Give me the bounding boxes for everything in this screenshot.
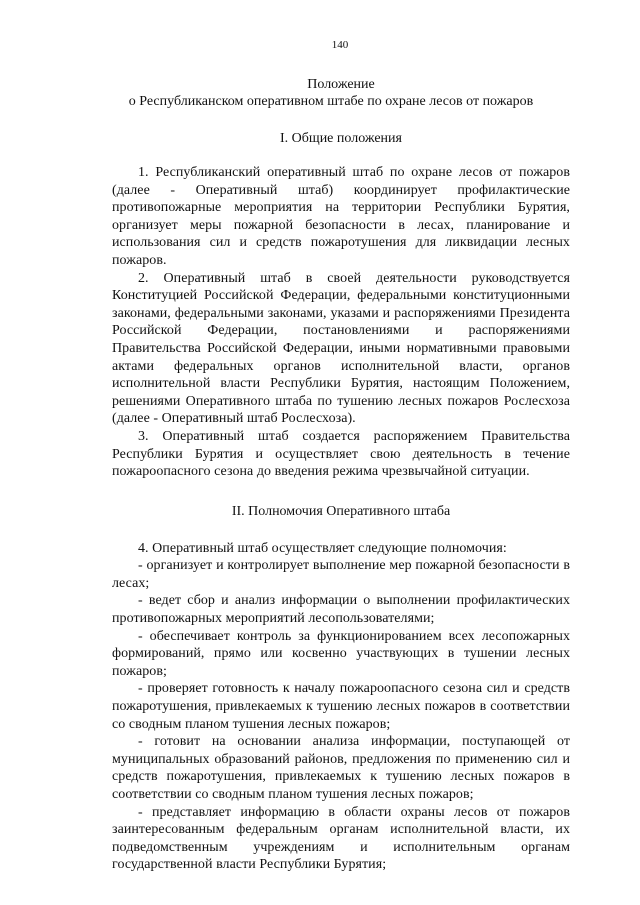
paragraph: 4. Оперативный штаб осуществляет следующие полномочия: — [138, 540, 507, 556]
list-item: - обеспечивает контроль за функционированием всех лесопожарных формирований, прямо или косвенно участвующих в тушении лесных пожаров; — [112, 628, 570, 679]
list-item: - ведет сбор и анализ информации о выполнении профилактических противопожарных мероприятий лесопользователями; — [112, 593, 570, 627]
section-general-provisions — [112, 130, 570, 481]
list-item: - представляет информацию в области охраны лесов от пожаров заинтересованным федеральным органам исполнительной власти, их подведомственным учреждениям и исполнительным органам государственной власти Республики Бурятия; — [112, 804, 570, 873]
paragraph: 3. Оперативный штаб создается распоряжением Правительства Республики Бурятия и осуществляет свою деятельность в течение пожароопасного сезона до введения режима чрезвычайной ситуации. — [112, 428, 570, 480]
paragraph: 2. Оперативный штаб в своей деятельности руководствуется Конституцией Российской Федерации, федеральными конституционными законами, федеральными законами, указами и распоряжениями Президента Российской Федерации, постановлениями и распоряжениями Правительства Российской Федерации, иными нормативными правовыми актами федеральных органов исполнительной власти, органов исполнительной власти Республики Бурятия, настоящим Положением, решениями Оперативного штаба по тушению лесных пожаров Рослесхоза (далее - Оперативный штаб Рослесхоза). — [112, 270, 570, 427]
section-heading: II. Полномочия Оперативного штаба — [231, 503, 451, 519]
section-powers — [112, 503, 570, 874]
list-item: - проверяет готовность к началу пожароопасного сезона сил и средств пожаротушения, привлекаемых к тушению лесных пожаров в соответствии со сводным планом тушения лесных пожаров; — [112, 681, 570, 732]
list-item: - готовит на основании анализа информации, поступающей от муниципальных образований районов, предложения по применению сил и средств пожаротушения, привлекаемых к тушению лесных пожаров в соответствии со сводным планом тушения лесных пожаров; — [112, 734, 570, 802]
document-title — [112, 76, 570, 110]
page-number: 140 — [331, 39, 349, 51]
list-item: - организует и контролирует выполнение мер пожарной безопасности в лесах; — [112, 558, 570, 591]
section-heading: I. Общие положения — [280, 131, 402, 146]
title-line-1: Положение — [307, 77, 375, 92]
paragraph: 1. Республиканский оперативный штаб по охране лесов от пожаров (далее - Оперативный штаб) координирует профилактические противопожарные мероприятия на территории Республики Бурятия, организует меры пожарной безопасности в лесах, планирование и использования сил и средств пожаротушения для ликвидации лесных пожаров. — [112, 165, 570, 268]
title-line-2: о Республиканском оперативном штабе по охране лесов от пожаров — [128, 94, 534, 109]
